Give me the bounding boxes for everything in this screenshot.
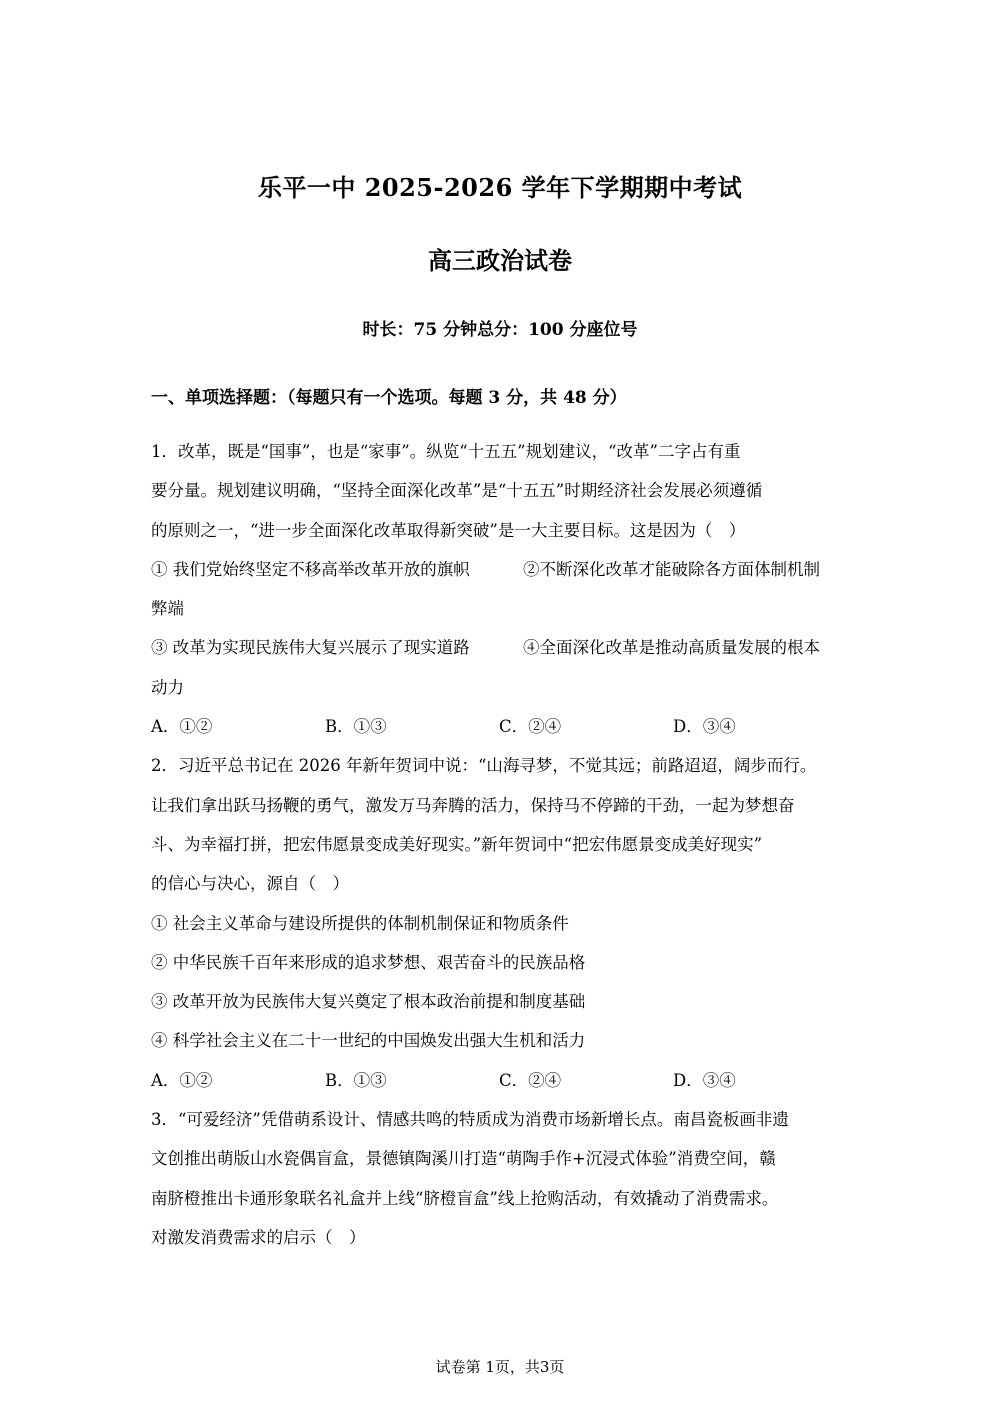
option-a: A．①② (151, 1070, 213, 1090)
question-3-line: 对激发消费需求的启示（ ） (151, 1227, 366, 1247)
option-b: B．①③ (325, 717, 387, 737)
question-2-line: 2．习近平总书记在 2026 年新年贺词中说：“山海寻梦，不觉其远；前路迢迢，阔步而行。 (151, 756, 817, 776)
question-1 (151, 432, 851, 746)
question-1-item: ③ 改革为实现民族伟大复兴展示了现实道路 (151, 638, 470, 658)
question-1-line: 的原则之一，“进一步全面深化改革取得新突破”是一大主要目标。这是因为（ ） (151, 520, 746, 540)
question-2 (151, 746, 851, 1100)
section-heading: 一、单项选择题：（每题只有一个选项。每题 3 分，共 48 分） (151, 388, 627, 408)
question-1-item: ④全面深化改革是推动高质量发展的根本 (523, 638, 820, 658)
question-2-line: 让我们拿出跃马扬鞭的勇气，激发万马奔腾的活力，保持马不停蹄的干劲，一起为梦想奋 (151, 795, 795, 815)
question-3-line: 文创推出萌版山水瓷偶盲盒，景德镇陶溪川打造“萌陶手作+沉浸式体验”消费空间，赣 (151, 1149, 776, 1169)
question-2-options (151, 1061, 851, 1100)
question-2-item: ③ 改革开放为民族伟大复兴奠定了根本政治前提和制度基础 (151, 992, 586, 1012)
question-1-items-row (151, 550, 851, 589)
question-3-line: 南脐橙推出卡通形象联名礼盒并上线“脐橙盲盒”线上抢购活动，有效撬动了消费需求。 (151, 1188, 779, 1208)
question-1-line: 1．改革，既是“国事”，也是“家事”。纵览“十五五”规划建议，“改革”二字占有重 (151, 442, 741, 461)
question-1-items-row (151, 628, 851, 667)
question-1-item: ②不断深化改革才能破除各方面体制机制 (523, 559, 820, 579)
option-a: A．①② (151, 717, 213, 737)
questions (151, 432, 851, 1257)
question-1-line: 要分量。规划建议明确，“坚持全面深化改革”是“十五五”时期经济社会发展必须遵循 (151, 481, 763, 501)
question-2-item: ④ 科学社会主义在二十一世纪的中国焕发出强大生机和活力 (151, 1031, 586, 1051)
option-b: B．①③ (325, 1070, 387, 1090)
exam-title: 乐平一中 2025-2026 学年下学期期中考试 (257, 173, 743, 202)
question-2-line: 斗、为幸福打拼，把宏伟愿景变成美好现实。”新年贺词中“把宏伟愿景变成美好现实” (151, 834, 763, 854)
option-d: D．③④ (673, 717, 736, 737)
question-2-line: 的信心与决心，源自（ ） (151, 874, 349, 894)
question-3-line: 3．“可爱经济”凭借萌系设计、情感共鸣的特质成为消费市场新增长点。南昌瓷板画非遗 (151, 1110, 789, 1130)
option-d: D．③④ (673, 1070, 736, 1090)
page-footer: 试卷第 1页，共3页 (435, 1358, 565, 1376)
option-c: C．②④ (499, 717, 562, 737)
question-1-item-cont: 弊端 (151, 599, 184, 619)
question-2-item: ② 中华民族千百年来形成的追求梦想、艰苦奋斗的民族品格 (151, 952, 586, 972)
exam-subtitle: 高三政治试卷 (428, 246, 572, 275)
option-c: C．②④ (499, 1070, 562, 1090)
question-3 (151, 1100, 851, 1257)
exam-meta: 时长：75 分钟总分：100 分座位号 (362, 320, 638, 340)
question-1-options (151, 707, 851, 746)
question-2-item: ① 社会主义革命与建设所提供的体制机制保证和物质条件 (151, 913, 569, 933)
question-1-item: ① 我们党始终坚定不移高举改革开放的旗帜 (151, 559, 470, 579)
question-1-item-cont: 动力 (151, 677, 184, 697)
